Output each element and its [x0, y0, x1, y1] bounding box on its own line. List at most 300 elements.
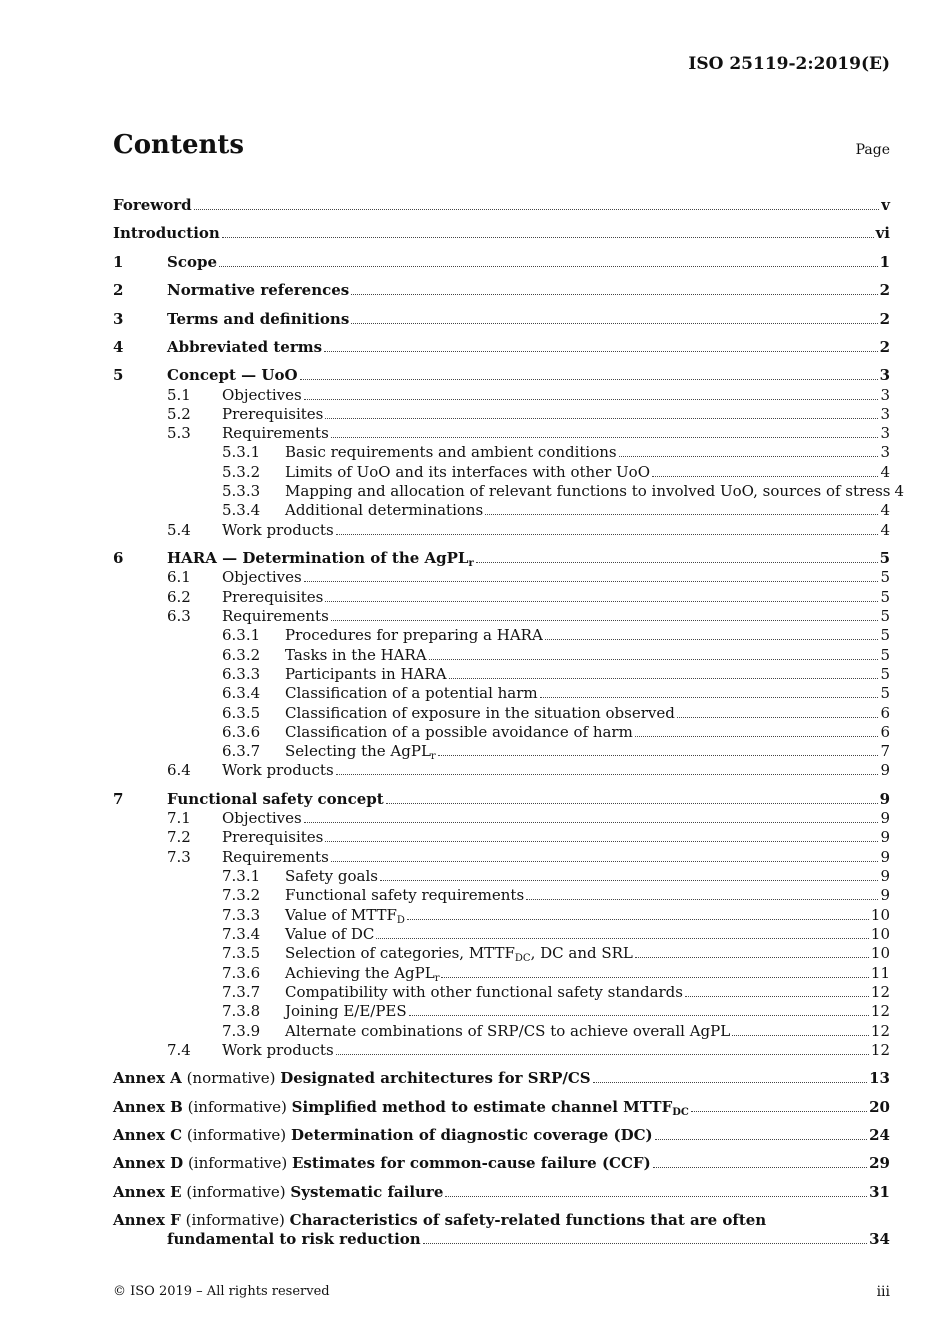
- toc-entry[interactable]: [113, 196, 890, 215]
- toc-entry[interactable]: [113, 607, 890, 626]
- annex-type: (informative): [187, 1098, 287, 1116]
- annex-entry[interactable]: [113, 1098, 890, 1117]
- toc-entry-title: [285, 867, 378, 886]
- toc-entry-title-text: Prerequisites: [222, 588, 324, 606]
- toc-entry-number: 7.3: [167, 848, 191, 866]
- annex-title: [113, 1211, 766, 1230]
- document-id: ISO 25119-2:2019(E): [688, 54, 890, 74]
- toc-entry-number: 6.3.1: [222, 626, 261, 644]
- toc-entry-page: 10: [870, 944, 890, 962]
- annex-title-text: Designated architectures for SRP/CS: [280, 1069, 591, 1087]
- toc-leader-row: [222, 607, 890, 626]
- toc-entry-title-text: Functional safety concept: [167, 790, 384, 808]
- toc-entry-title: [285, 1002, 407, 1021]
- toc-leader-row: [285, 684, 890, 703]
- toc-entry-number: 4: [113, 338, 124, 356]
- toc-entry-title: [167, 310, 349, 329]
- toc-entry[interactable]: [113, 809, 890, 828]
- toc-entry-title-text: Objectives: [222, 809, 302, 827]
- annex-page: 13: [869, 1069, 890, 1087]
- toc-entry[interactable]: [113, 463, 890, 482]
- dot-leader: [545, 635, 879, 640]
- dot-leader: [336, 530, 879, 535]
- toc-entry-page: 2: [879, 281, 890, 299]
- annex-leader-row: [113, 1183, 890, 1202]
- toc-entry-page: 10: [870, 925, 890, 943]
- toc-entry-page: 5: [880, 588, 890, 606]
- annex-label: Annex E: [113, 1183, 182, 1201]
- toc-entry-title-text: Additional determinations: [285, 501, 484, 519]
- toc-entry-title: [113, 196, 192, 215]
- toc-entry-title-text: Requirements: [222, 607, 329, 625]
- toc-entry-title-text: Safety goals: [285, 867, 378, 885]
- toc-entry-title: [167, 366, 298, 385]
- toc-entry-page: 7: [880, 742, 890, 760]
- dot-leader: [380, 876, 878, 881]
- toc-entry-page: 2: [879, 338, 890, 356]
- toc-leader-row: [285, 1002, 890, 1021]
- toc-entry[interactable]: [113, 867, 890, 886]
- toc-entry-number: 6.3.7: [222, 742, 261, 760]
- toc-entry-number: 7.3.2: [222, 886, 261, 904]
- toc-entry-page: 3: [880, 386, 890, 404]
- copyright-notice: © ISO 2019 – All rights reserved: [113, 1284, 330, 1299]
- annex-title-text: Determination of diagnostic coverage (DC): [290, 1126, 653, 1144]
- toc-entry-title: [285, 646, 427, 665]
- toc-entry-page: 12: [870, 1041, 890, 1059]
- dot-leader: [619, 452, 879, 457]
- dot-leader: [691, 1107, 867, 1112]
- toc-entry[interactable]: [113, 828, 890, 847]
- toc-leader-row: [222, 848, 890, 867]
- toc-leader-row: [222, 1041, 890, 1060]
- toc-leader-row: [113, 196, 890, 215]
- toc-entry-title-text: Procedures for preparing a HARA: [285, 626, 543, 644]
- toc-entry-title-text: HARA — Determination of the AgPL: [167, 549, 469, 567]
- toc-entry-number: 6: [113, 549, 124, 567]
- toc-entry-title-text: Introduction: [113, 224, 220, 242]
- toc-entry-title-text: Participants in HARA: [285, 665, 447, 683]
- toc-entry-number: 6.4: [167, 761, 191, 779]
- toc-entry[interactable]: [113, 568, 890, 587]
- dot-leader: [526, 895, 878, 900]
- annex-label: Annex F: [113, 1211, 181, 1229]
- dot-leader: [655, 1135, 867, 1140]
- toc-entry-title-text: Normative references: [167, 281, 350, 299]
- toc-entry-page: 5: [879, 549, 890, 567]
- toc-leader-row: [222, 568, 890, 587]
- toc-entry-number: 6.3.6: [222, 723, 261, 741]
- toc-entry-title: [167, 790, 384, 809]
- toc-entry-number: 6.3.5: [222, 704, 261, 722]
- annex-page: 34: [869, 1230, 890, 1248]
- annex-entry[interactable]: [113, 1069, 890, 1088]
- toc-entry-title-text: Prerequisites: [222, 828, 324, 846]
- toc-entry-title: [285, 964, 439, 983]
- toc-leader-row: [222, 424, 890, 443]
- toc-entry-title: [167, 549, 474, 568]
- annex-title: [113, 1069, 591, 1088]
- toc-entry[interactable]: [113, 626, 890, 645]
- toc-entry-number: 1: [113, 253, 124, 271]
- toc-entry-page: 9: [880, 848, 890, 866]
- annex-entry[interactable]: [113, 1183, 890, 1202]
- toc-leader-row: [285, 723, 890, 742]
- toc-entry-number: 7.3.7: [222, 983, 261, 1001]
- toc-leader-row: [285, 665, 890, 684]
- toc-entry-page: 4: [880, 501, 890, 519]
- toc-entry-title-text: Requirements: [222, 848, 329, 866]
- toc-entry-page: 12: [870, 983, 890, 1001]
- toc-entry[interactable]: [113, 366, 890, 385]
- toc-entry[interactable]: [113, 723, 890, 742]
- toc-entry-title-text: Mapping and allocation of relevant functions to involved UoO, sources of stress: [285, 482, 891, 500]
- toc-entry-subscript: r: [430, 751, 436, 762]
- toc-leader-row: [285, 742, 890, 761]
- dot-leader: [351, 290, 877, 295]
- toc-entry-title: [285, 443, 617, 462]
- toc-entry-page: 9: [879, 790, 890, 808]
- toc-leader-row: [285, 1022, 890, 1041]
- toc-entry-title: [222, 809, 302, 828]
- dot-leader: [351, 319, 877, 324]
- toc-leader-row: [285, 626, 890, 645]
- toc-entry-title: [285, 665, 447, 684]
- toc-entry[interactable]: [113, 338, 890, 357]
- toc-entry[interactable]: [113, 253, 890, 272]
- toc-entry-page: 5: [880, 646, 890, 664]
- annex-title: [113, 1098, 689, 1117]
- toc-entry[interactable]: [113, 1002, 890, 1021]
- toc-entry[interactable]: [113, 549, 890, 568]
- toc-entry-title-tail: , DC and SRL: [530, 944, 633, 962]
- dot-leader: [593, 1078, 868, 1083]
- toc-entry-title-text: Terms and definitions: [167, 310, 350, 328]
- toc-entry-page: 4: [894, 482, 905, 500]
- toc-entry-page: vi: [875, 224, 890, 242]
- toc-entry-number: 7.3.9: [222, 1022, 261, 1040]
- toc-entry-page: 6: [880, 723, 890, 741]
- toc-entry[interactable]: [113, 310, 890, 329]
- toc-entry-title: [222, 588, 323, 607]
- toc-entry[interactable]: [113, 424, 890, 443]
- toc-entry-number: 7.2: [167, 828, 191, 846]
- dot-leader: [331, 433, 879, 438]
- toc-entry-title-text: Limits of UoO and its interfaces with other UoO: [285, 463, 650, 481]
- annex-type: (informative): [186, 1183, 286, 1201]
- toc-leader-row: [285, 964, 890, 983]
- dot-leader: [441, 973, 868, 978]
- annex-leader-row: [113, 1154, 890, 1173]
- toc-entry-number: 5.3: [167, 424, 191, 442]
- toc-entry[interactable]: [113, 983, 890, 1002]
- toc-leader-row: [167, 281, 890, 300]
- toc-entry-page: 9: [880, 809, 890, 827]
- toc-entry-number: 7.4: [167, 1041, 191, 1059]
- toc-entry-number: 7.3.8: [222, 1002, 261, 1020]
- toc-entry-number: 6.2: [167, 588, 191, 606]
- toc-entry-subscript: D: [396, 915, 405, 926]
- toc-entry-number: 5.4: [167, 521, 191, 539]
- toc-entry[interactable]: [113, 964, 890, 983]
- toc-entry[interactable]: [113, 906, 890, 925]
- toc-entry-number: 2: [113, 281, 124, 299]
- toc-entry-page: 5: [880, 684, 890, 702]
- toc-entry-title: [285, 742, 436, 761]
- annex-page: 29: [869, 1154, 890, 1172]
- toc-entry-number: 7.3.6: [222, 964, 261, 982]
- toc-entry-title-text: Joining E/E/PES: [285, 1002, 407, 1020]
- toc-entry-title: [222, 424, 329, 443]
- annex-label: Annex D: [113, 1154, 184, 1172]
- toc-leader-row: [167, 310, 890, 329]
- toc-entry-number: 6.3.2: [222, 646, 261, 664]
- toc-entry-title-text: Objectives: [222, 386, 302, 404]
- toc-entry-page: 6: [880, 704, 890, 722]
- toc-leader-row: [285, 463, 890, 482]
- dot-leader: [438, 751, 879, 756]
- toc-entry-number: 6.3.4: [222, 684, 261, 702]
- toc-leader-row: [285, 944, 890, 963]
- annex-title: [113, 1154, 651, 1173]
- annex-title-text: Estimates for common-cause failure (CCF): [292, 1154, 651, 1172]
- dot-leader: [336, 770, 879, 775]
- toc-entry-title: [285, 983, 683, 1002]
- toc-entry-title: [222, 405, 323, 424]
- toc-entry-page: 5: [880, 665, 890, 683]
- dot-leader: [194, 205, 880, 210]
- toc-entry-title: [285, 463, 650, 482]
- toc-entry-title-text: Work products: [222, 761, 334, 779]
- toc-entry-title-text: Alternate combinations of SRP/CS to achieve overall AgPL: [285, 1022, 731, 1040]
- toc-entry-page: 1: [879, 253, 890, 271]
- toc-entry-title-text: Requirements: [222, 424, 329, 442]
- dot-leader: [540, 693, 879, 698]
- toc-entry[interactable]: [113, 742, 890, 761]
- dot-leader: [653, 1163, 867, 1168]
- dot-leader: [635, 732, 879, 737]
- toc-entry[interactable]: [113, 443, 890, 462]
- dot-leader: [325, 597, 878, 602]
- dot-leader: [219, 262, 878, 267]
- toc-leader-row: [222, 386, 890, 405]
- toc-leader-row: [222, 761, 890, 780]
- toc-entry-title: [222, 761, 334, 780]
- toc-entry-title-text: Tasks in the HARA: [285, 646, 427, 664]
- toc-entry-title: [285, 626, 543, 645]
- toc-entry[interactable]: [113, 588, 890, 607]
- toc-entry-page: 11: [870, 964, 890, 982]
- dot-leader: [376, 934, 869, 939]
- toc-entry[interactable]: [113, 944, 890, 963]
- annex-page: 31: [869, 1183, 890, 1201]
- dot-leader: [304, 577, 879, 582]
- dot-leader: [429, 655, 879, 660]
- toc-entry-title: [285, 925, 374, 944]
- toc-leader-row: [167, 338, 890, 357]
- toc-entry-title: [222, 568, 302, 587]
- toc-entry-title: [222, 521, 334, 540]
- toc-entry-title: [222, 1041, 334, 1060]
- toc-entry-title-text: Classification of a possible avoidance of harm: [285, 723, 633, 741]
- toc-entry-subscript: r: [468, 558, 474, 569]
- toc-leader-row: [285, 906, 890, 925]
- annex-entry-continuation[interactable]: [113, 1230, 890, 1249]
- toc-entry-subscript: r: [434, 973, 440, 984]
- toc-entry[interactable]: [113, 848, 890, 867]
- toc-entry[interactable]: [113, 386, 890, 405]
- toc-entry-title-text: Basic requirements and ambient conditions: [285, 443, 617, 461]
- toc-entry-number: 5.1: [167, 386, 191, 404]
- toc-entry-title: [285, 944, 633, 963]
- toc-leader-row: [222, 588, 890, 607]
- toc-entry[interactable]: [113, 761, 890, 780]
- toc-entry-number: 5.3.4: [222, 501, 261, 519]
- toc-entry-title-text: Value of MTTF: [285, 906, 397, 924]
- annex-type: (informative): [186, 1126, 287, 1144]
- annex-leader-row: [167, 1230, 890, 1249]
- toc-entry-page: 3: [880, 443, 890, 461]
- dot-leader: [300, 375, 878, 380]
- annex-page: 20: [869, 1098, 890, 1116]
- toc-entry-number: 7.1: [167, 809, 191, 827]
- toc-entry[interactable]: [113, 684, 890, 703]
- toc-entry[interactable]: [113, 281, 890, 300]
- annex-leader-row: [113, 1126, 890, 1145]
- toc-entry[interactable]: [113, 521, 890, 540]
- annex-entry[interactable]: [113, 1211, 890, 1230]
- annex-leader-row: [113, 1069, 890, 1088]
- toc-entry-title-text: Achieving the AgPL: [285, 964, 435, 982]
- toc-entry-title: [285, 501, 483, 520]
- toc-entry-number: 5.3.2: [222, 463, 261, 481]
- toc-entry[interactable]: [113, 704, 890, 723]
- dot-leader: [304, 395, 879, 400]
- toc-entry-title-text: Concept — UoO: [167, 366, 298, 384]
- toc-entry[interactable]: [113, 405, 890, 424]
- toc-entry-number: 6.1: [167, 568, 191, 586]
- dot-leader: [407, 915, 869, 920]
- toc-entry-title: [285, 482, 890, 501]
- toc-entry-title-text: Scope: [167, 253, 218, 271]
- toc-leader-row: [167, 790, 890, 809]
- toc-entry-page: 12: [870, 1022, 890, 1040]
- toc-leader-row: [285, 925, 890, 944]
- dot-leader: [331, 857, 879, 862]
- dot-leader: [449, 674, 879, 679]
- toc-entry[interactable]: [113, 790, 890, 809]
- toc-entry-page: 10: [870, 906, 890, 924]
- toc-entry[interactable]: [113, 665, 890, 684]
- toc-leader-row: [222, 521, 890, 540]
- dot-leader: [423, 1239, 867, 1244]
- toc-entry-page: 9: [880, 828, 890, 846]
- dot-leader: [445, 1192, 867, 1197]
- toc-leader-row: [222, 828, 890, 847]
- page-title: Contents: [113, 130, 245, 160]
- toc-entry-title-text: Work products: [222, 521, 334, 539]
- toc-entry-title-text: Compatibility with other functional safety standards: [285, 983, 683, 1001]
- toc-leader-row: [285, 646, 890, 665]
- annex-title-continuation: fundamental to risk reduction: [167, 1230, 421, 1248]
- toc-entry-title-text: Objectives: [222, 568, 302, 586]
- toc-entry-title: [222, 386, 302, 405]
- dot-leader: [485, 510, 878, 515]
- annex-entry[interactable]: [113, 1154, 890, 1173]
- toc-entry-number: 5.3.3: [222, 482, 261, 500]
- dot-leader: [409, 1011, 869, 1016]
- toc-entry-title-text: Prerequisites: [222, 405, 324, 423]
- annex-page: 24: [869, 1126, 890, 1144]
- toc-entry-title-text: Abbreviated terms: [167, 338, 323, 356]
- dot-leader: [635, 953, 869, 958]
- toc-leader-row: [167, 366, 890, 385]
- toc-entry-page: 5: [880, 568, 890, 586]
- toc-entry-page: 3: [880, 405, 890, 423]
- toc-leader-row: [285, 983, 890, 1002]
- toc-entry[interactable]: [113, 1041, 890, 1060]
- dot-leader: [336, 1050, 869, 1055]
- toc-entry[interactable]: [113, 1022, 890, 1041]
- toc-entry-title: [222, 848, 329, 867]
- toc-leader-row: [285, 482, 905, 501]
- toc-entry-number: 7.3.3: [222, 906, 261, 924]
- dot-leader: [652, 472, 878, 477]
- toc-leader-row: [222, 405, 890, 424]
- annex-title-text: Characteristics of safety-related functions that are often: [289, 1211, 767, 1229]
- toc-entry[interactable]: [113, 886, 890, 905]
- toc-entry-page: 9: [880, 761, 890, 779]
- toc-entry-number: 5: [113, 366, 124, 384]
- toc-entry-number: 6.3.3: [222, 665, 261, 683]
- dot-leader: [685, 992, 869, 997]
- toc-leader-row: [113, 224, 890, 243]
- toc-entry[interactable]: [113, 482, 905, 501]
- toc-entry-title: [222, 607, 329, 626]
- annex-type: (normative): [186, 1069, 276, 1087]
- toc-entry-page: 2: [879, 310, 890, 328]
- toc-entry-number: 5.3.1: [222, 443, 261, 461]
- toc-entry-page: 9: [880, 886, 890, 904]
- toc-entry-number: 7.3.4: [222, 925, 261, 943]
- annex-label: Annex A: [113, 1069, 182, 1087]
- dot-leader: [476, 558, 878, 563]
- dot-leader: [324, 347, 877, 352]
- toc-leader-row: [285, 867, 890, 886]
- title-row: [113, 130, 890, 164]
- annex-title-text: Simplified method to estimate channel MTTF: [291, 1098, 673, 1116]
- toc-entry-title-text: Selecting the AgPL: [285, 742, 431, 760]
- toc-leader-row: [285, 443, 890, 462]
- dot-leader: [325, 837, 878, 842]
- toc-entry-page: 3: [880, 424, 890, 442]
- dot-leader: [304, 818, 879, 823]
- toc-leader-row: [285, 501, 890, 520]
- toc-entry-number: 7.3.1: [222, 867, 261, 885]
- toc-entry[interactable]: [113, 224, 890, 243]
- toc-entry-page: 12: [870, 1002, 890, 1020]
- toc-entry-page: v: [881, 196, 890, 214]
- toc-entry[interactable]: [113, 925, 890, 944]
- toc-entry-title: [285, 886, 524, 905]
- toc-entry-page: 4: [880, 463, 890, 481]
- toc-entry-page: 5: [880, 607, 890, 625]
- toc-entry-title: [285, 906, 405, 925]
- annex-entry[interactable]: [113, 1126, 890, 1145]
- toc-entry[interactable]: [113, 501, 890, 520]
- toc-entry-title-text: Selection of categories, MTTF: [285, 944, 515, 962]
- toc-entry[interactable]: [113, 646, 890, 665]
